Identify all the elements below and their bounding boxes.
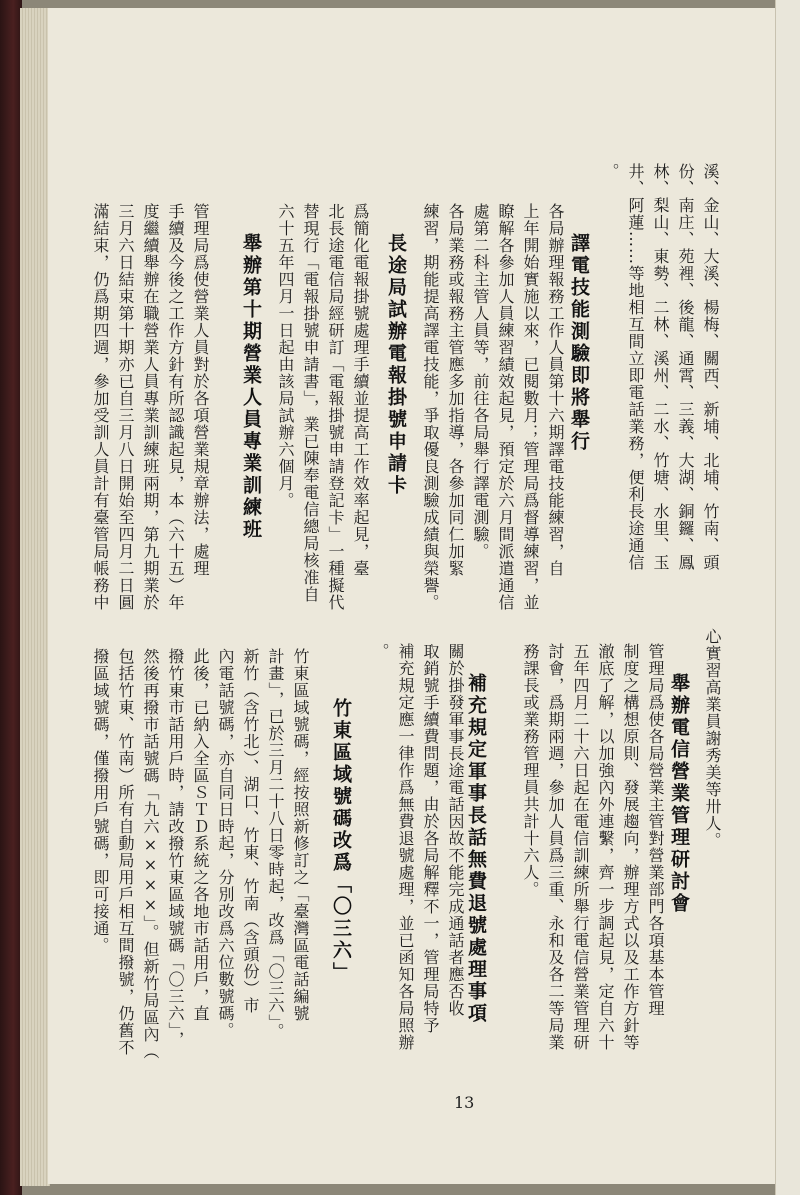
translation-test-body — [418, 203, 568, 633]
zhudong-code-body — [88, 648, 313, 1078]
zhudong-code-title: 竹東區域號碼改爲「〇三六」 — [330, 698, 352, 984]
training-class-title: 舉辦第十期營業人員專業訓練班 — [240, 233, 262, 541]
text-line: 手續及今後之工作方針有所認識起見，本（六十五）年 — [166, 203, 185, 611]
text-line: 份、南庄、苑裡、後龍、通霄、三義、大湖、銅鑼、鳳 — [676, 163, 695, 571]
text-line: 替現行「電報掛號申請書」，業已陳奉電信總局核准自 — [301, 203, 320, 603]
text-line: 此後，已納入全區ＳＴＤ系統之各地市話用戶，直 — [191, 648, 210, 1022]
card-trial-title: 長途局試辦電報掛號申請卡 — [385, 233, 407, 497]
text-line: 管理局爲使營業人員對於各項營業規章辦法，處理 — [191, 203, 210, 577]
text-line: 取銷號手續費問題，由於各局解釋不一，管理局特予 — [421, 643, 440, 1034]
text-line: 內電話號碼，亦自同日時起，分別改爲六位數號碼。 — [216, 648, 235, 1039]
text-line: 務課長或業務管理員共計十六人。 — [521, 643, 540, 898]
text-line: 六十五年四月一日起由該局試辦六個月。 — [276, 203, 295, 509]
text-line: 竹東區域號碼，經按照新修訂之「臺灣區電話編號 — [291, 648, 310, 1022]
translation-test-title: 譯電技能測驗即將舉行 — [568, 233, 590, 453]
text-line: 補充規定應一律作爲無費退號處理，並已函知各局照辦 — [396, 643, 415, 1051]
text-line: 井、阿蓮……等地相互間立即電話業務，便利長途通信 — [626, 163, 645, 571]
book-cover-edge — [0, 0, 22, 1195]
page-stack-edges — [20, 8, 50, 1186]
text-line: 林、梨山、東勢、二林、溪州、二水、竹塘、水里、玉 — [651, 163, 670, 571]
management-seminar-title: 舉辦電信營業管理研討會 — [668, 673, 690, 915]
text-line: 各局辦理報務工作人員第十六期譯電技能練習，自 — [546, 203, 565, 577]
facing-page-bleed-through — [777, 110, 799, 1060]
text-line: 關於掛發軍事長途電話因故不能完成通話者應否收 — [446, 643, 465, 1017]
seminar-tail-text — [700, 628, 725, 1058]
text-line: 然後再撥市話號碼「九六××××」。但新竹局區內（ — [141, 648, 160, 1060]
text-line: 各局業務或報務主管應多加指導，各參加同仁加緊 — [446, 203, 465, 577]
text-line: 撥區域號碼，僅撥用戶號碼，即可接通。 — [91, 648, 110, 954]
text-line: 瞭解各參加人員練習績效起見，預定於六月間派遣通信 — [496, 203, 515, 611]
text-line: 計畫」，已於三月二十八日零時起，改爲「〇三六」。 — [266, 648, 285, 1040]
military-refund-body — [368, 643, 468, 1073]
text-line: 五年四月二十六日起在電信訓練所舉行電信營業管理研 — [571, 643, 590, 1051]
text-line: 三月六日結束第十期亦已自三月八日開始至四月二日圓 — [116, 203, 135, 611]
text-line: 新竹（含竹北）、湖口、竹東、竹南（含頭份）市 — [241, 648, 260, 1014]
text-line: 。 — [371, 643, 390, 660]
text-line: 處第二科主管人員等，前往各局舉行譯電測驗。 — [471, 203, 490, 560]
page-number: 13 — [454, 1093, 475, 1112]
text-line: 滿結束，仍爲期四週，參加受訓人員計有臺管局帳務中 — [91, 203, 110, 611]
text-line: 上年開始實施以來，已閱數月；管理局爲督導練習，並 — [521, 203, 540, 611]
text-line: 度繼續舉辦在職營業人員專業訓練班兩期，第九期業於 — [141, 203, 160, 611]
card-trial-body — [273, 203, 373, 633]
text-line: 制度之構想原則、發展趨向，辦理方式以及工作方針等 — [621, 643, 640, 1051]
text-line: 包括竹東、竹南）所有自動局用戶相互間撥號，仍舊不 — [116, 648, 135, 1056]
management-seminar-body — [518, 643, 668, 1073]
text-line: 討會，爲期兩週，參加人員爲三重、永和及各二等局業 — [546, 643, 565, 1051]
text-line: 北長途電信局經研訂「電報掛號申請登記卡」一種擬代 — [326, 203, 345, 611]
text-line: 練習，期能提高譯電技能，爭取優良測驗成績與榮譽。 — [421, 203, 440, 611]
text-line: 溪、金山、大溪、楊梅、關西、新埔、北埔、竹南、頭 — [701, 163, 720, 571]
text-line: 澈底了解，以加強內外連繫，齊一步調起見，定自六十 — [596, 643, 615, 1051]
text-line: 心實習高業員謝秀美等卅人。 — [703, 628, 722, 849]
document-page — [48, 8, 775, 1184]
military-refund-title: 補充規定軍事長話無費退號處理事項 — [465, 673, 487, 1025]
intro-tail-text — [598, 163, 723, 633]
text-line: 撥竹東市話用戶時，請改撥竹東區域號碼「〇三六」， — [166, 648, 185, 1048]
training-class-body — [88, 203, 213, 633]
text-line: 管理局爲使各局營業主管對營業部門各項基本管理 — [646, 643, 665, 1017]
text-line: 。 — [601, 163, 620, 180]
text-line: 爲簡化電報掛號處理手續並提高工作效率起見，臺 — [351, 203, 370, 577]
